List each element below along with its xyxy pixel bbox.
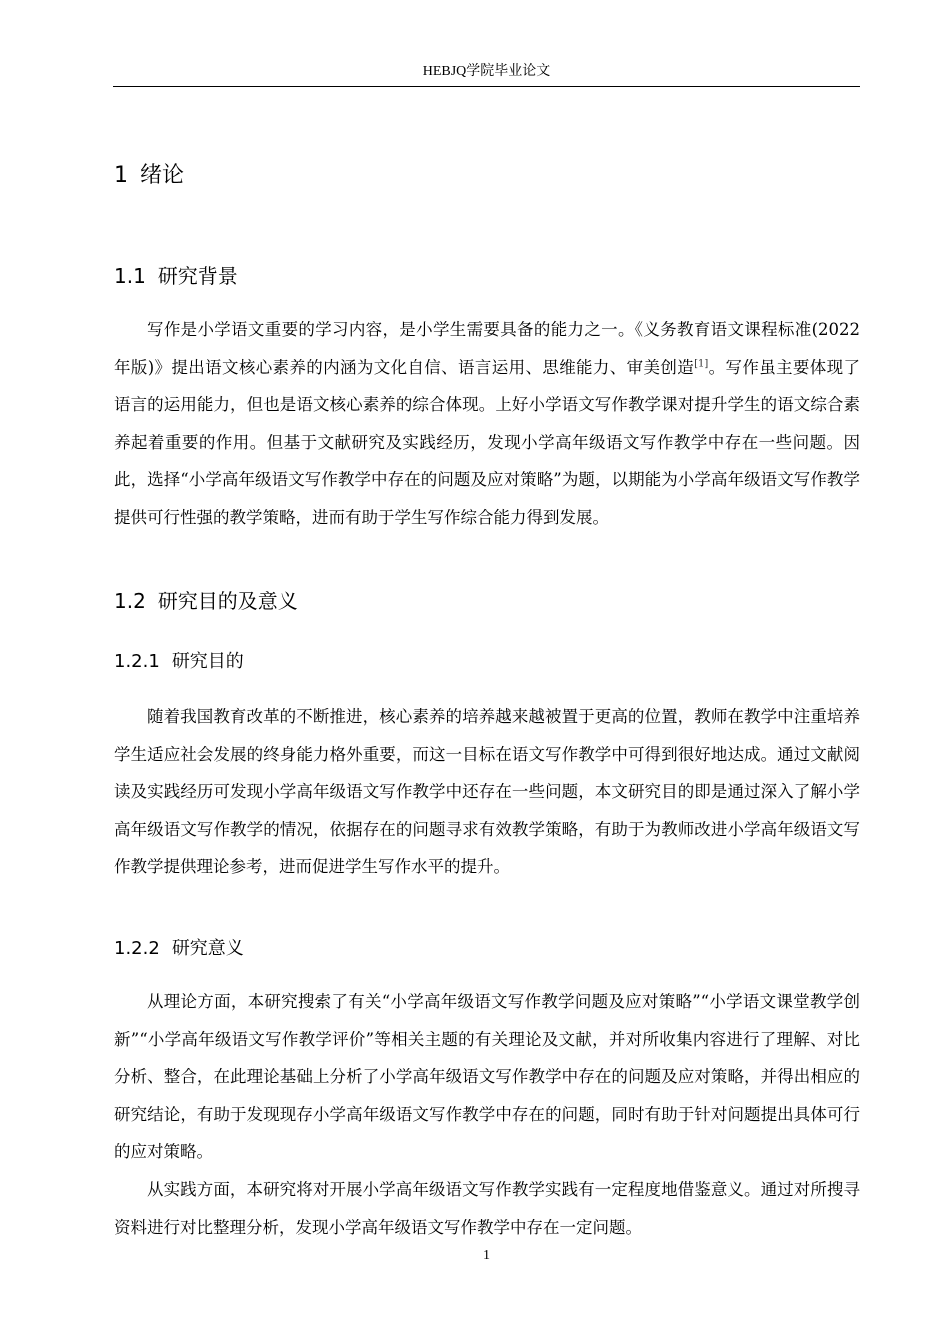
subsection-title: 研究目的	[171, 651, 244, 672]
page-header: HEBJQ学院毕业论文	[422, 64, 551, 79]
section-heading-1-2	[114, 586, 298, 616]
background-text-continued: 。写作虽主要体现了语言的运用能力，但也是语文核心素养的综合体现。上好小学语文写作教学课对提升学生的语文综合素养起着重要的作用。但基于文献研究及实践经历，发现小学高年级语文写作教学中存在一些问题。因此，选择“小学高年级语文写作教学中存在的问题及应对策略”为题，以期能为小学高年级语文写作教学提供可行性强的教学策略，进而有助于学生写作综合能力得到发展。	[114, 357, 861, 527]
purpose-paragraph: 随着我国教育改革的不断推进，核心素养的培养越来越被置于更高的位置，教师在教学中注重培养学生适应社会发展的终身能力格外重要，而这一目标在语文写作教学中可得到很好地达成。通过文献阅读及实践经历可发现小学高年级语文写作教学中还存在一些问题，本文研究目的即是通过深入了解小学高年级语文写作教学的情况，依据存在的问题寻求有效教学策略，有助于为教师改进小学高年级语文写作教学提供理论参考，进而促进学生写作水平的提升。	[114, 707, 860, 876]
background-paragraph	[114, 311, 860, 536]
chapter-title: 绪论	[140, 163, 185, 188]
subsection-number: 1.2.2	[114, 938, 160, 959]
section-title: 研究背景	[157, 264, 238, 288]
section-number: 1.1	[114, 264, 146, 288]
subsection-heading-1-2-2	[114, 935, 244, 963]
chapter-number: 1	[114, 163, 128, 188]
header-rule	[113, 86, 860, 87]
significance-paragraph-theory: 从理论方面，本研究搜索了有关“小学高年级语文写作教学问题及应对策略”“小学语文课堂教学创新”“小学高年级语文写作教学评价”等相关主题的有关理论及文献，并对所收集内容进行了理解、对比分析、整合，在此理论基础上分析了小学高年级语文写作教学中存在的问题及应对策略，并得出相应的研究结论，有助于发现现存小学高年级语文写作教学中存在的问题，同时有助于针对问题提出具体可行的应对策略。	[114, 992, 860, 1161]
significance-paragraph-practice: 从实践方面，本研究将对开展小学高年级语文写作教学实践有一定程度地借鉴意义。通过对所搜寻资料进行对比整理分析，发现小学高年级语文写作教学中存在一定问题。	[114, 1180, 860, 1237]
background-text: 写作是小学语文重要的学习内容，是小学生需要具备的能力之一。《义务教育语文课程标准(2022年版)》提出语文核心素养的内涵为文化自信、语言运用、思维能力、审美创造	[114, 320, 860, 377]
section-heading-1-1	[114, 261, 238, 291]
page-number: 1	[483, 1248, 490, 1263]
subsection-heading-1-2-1	[114, 648, 244, 676]
subsection-title: 研究意义	[171, 938, 244, 959]
chapter-heading	[114, 160, 184, 192]
section-number: 1.2	[114, 589, 146, 613]
section-title: 研究目的及意义	[157, 589, 298, 613]
citation-marker[interactable]: [1]	[694, 358, 709, 369]
subsection-number: 1.2.1	[114, 651, 160, 672]
